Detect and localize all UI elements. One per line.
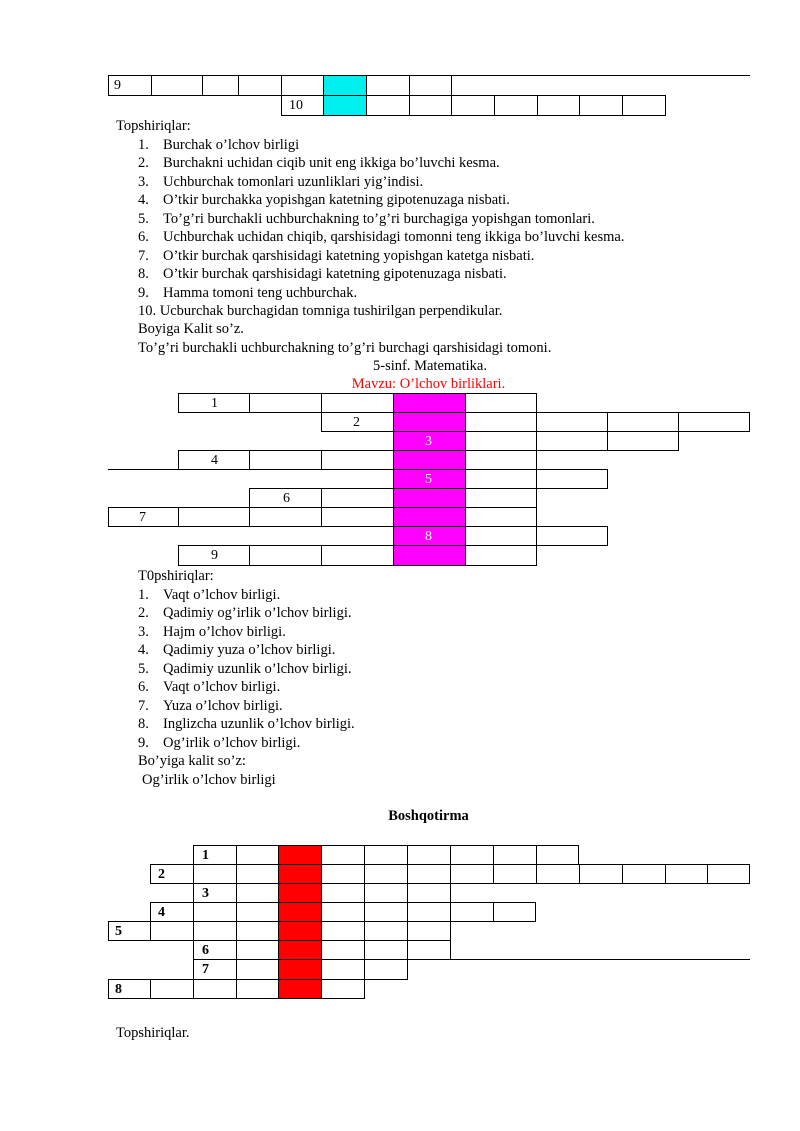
crossword-cell bbox=[150, 979, 194, 999]
crossword-cell bbox=[108, 75, 152, 96]
crossword-cell bbox=[536, 864, 580, 884]
clue-number: 3 bbox=[202, 886, 209, 901]
crossword-key-cell bbox=[323, 95, 367, 116]
crossword-cell bbox=[150, 864, 194, 884]
crossword-cell bbox=[451, 95, 495, 116]
crossword-cell bbox=[249, 545, 322, 566]
key-label: Boyiga Kalit so’z. bbox=[138, 321, 244, 337]
key-text: To’g’ri burchakli uchburchakning to’g’ri burchagi qarshisidagi tomoni. bbox=[138, 340, 552, 356]
crossword-cell bbox=[236, 845, 279, 865]
crossword-key-cell bbox=[278, 979, 322, 999]
crossword-cell bbox=[236, 883, 279, 903]
key-text: Og’irlik o’lchov birligi bbox=[142, 772, 276, 788]
crossword-cell bbox=[150, 921, 194, 941]
crossword-cell bbox=[281, 75, 324, 96]
crossword-cell bbox=[150, 902, 194, 922]
clue-number: 1 bbox=[202, 848, 209, 863]
puzzle-title: Boshqotirma bbox=[388, 808, 469, 824]
crossword-cell bbox=[321, 393, 394, 413]
crossword-cell bbox=[579, 864, 623, 884]
crossword-cell bbox=[493, 845, 537, 865]
crossword-cell bbox=[249, 393, 322, 413]
clue-number: 9 bbox=[114, 78, 121, 93]
crossword-cell bbox=[465, 412, 537, 432]
crossword-cell bbox=[364, 921, 408, 941]
crossword-cell bbox=[321, 959, 365, 980]
crossword-cell bbox=[193, 845, 237, 865]
crossword-cell bbox=[321, 979, 365, 999]
crossword-cell bbox=[622, 95, 666, 116]
grade-title: 5-sinf. Matematika. bbox=[373, 358, 487, 374]
crossword-cell bbox=[321, 488, 394, 508]
crossword-cell bbox=[193, 940, 237, 960]
crossword-cell bbox=[364, 845, 408, 865]
crossword-cell bbox=[321, 507, 394, 527]
crossword-cell bbox=[465, 450, 537, 470]
crossword-cell bbox=[607, 412, 679, 432]
crossword-cell bbox=[622, 864, 666, 884]
crossword-cell bbox=[407, 845, 451, 865]
clue-number: 1 bbox=[211, 396, 218, 411]
clue-number: 5 bbox=[115, 924, 122, 939]
crossword-key-cell bbox=[278, 959, 322, 980]
crossword-cell bbox=[407, 883, 451, 903]
crossword-cell bbox=[465, 431, 537, 451]
crossword-key-cell bbox=[393, 469, 466, 489]
crossword-cell bbox=[493, 902, 536, 922]
crossword-cell bbox=[579, 95, 623, 116]
crossword-key-cell bbox=[393, 526, 466, 546]
crossword-cell bbox=[366, 95, 410, 116]
crossword-cell bbox=[236, 864, 279, 884]
crossword-cell bbox=[178, 450, 250, 470]
crossword-cell bbox=[321, 883, 365, 903]
crossword-key-cell bbox=[278, 845, 322, 865]
crossword-cell bbox=[707, 864, 750, 884]
crossword-cell bbox=[178, 545, 250, 566]
clue-number: 6 bbox=[202, 943, 209, 958]
crossword-key-cell bbox=[393, 545, 466, 566]
tasks-heading: Topshiriqlar. bbox=[116, 1025, 190, 1041]
crossword-key-cell bbox=[323, 75, 367, 96]
crossword-cell bbox=[407, 921, 451, 941]
crossword-cell bbox=[364, 959, 408, 980]
crossword-cell bbox=[465, 393, 537, 413]
crossword-cell bbox=[321, 902, 365, 922]
crossword-cell bbox=[249, 488, 322, 508]
crossword-cell bbox=[450, 864, 494, 884]
crossword-cell bbox=[236, 959, 279, 980]
clue-number: 8 bbox=[115, 982, 122, 997]
crossword-cell bbox=[364, 864, 408, 884]
clue-number: 2 bbox=[158, 867, 165, 882]
crossword-cell bbox=[407, 902, 451, 922]
clue-number: 10 bbox=[289, 98, 303, 113]
crossword-cell bbox=[493, 864, 537, 884]
crossword-cell bbox=[238, 75, 282, 96]
crossword-cell bbox=[178, 393, 250, 413]
clue-number: 7 bbox=[139, 510, 146, 525]
crossword-cell bbox=[193, 921, 237, 941]
crossword-cell bbox=[465, 526, 537, 546]
crossword-cell bbox=[409, 75, 452, 96]
crossword-cell bbox=[665, 864, 708, 884]
crossword-cell bbox=[409, 95, 452, 116]
crossword-key-cell bbox=[278, 921, 322, 941]
crossword-cell bbox=[364, 902, 408, 922]
divider bbox=[108, 469, 393, 470]
clue-number: 9 bbox=[211, 548, 218, 563]
crossword-key-cell bbox=[393, 431, 466, 451]
crossword-cell bbox=[151, 75, 203, 96]
clue-number: 7 bbox=[202, 962, 209, 977]
crossword-key-cell bbox=[278, 940, 322, 960]
crossword-cell bbox=[202, 75, 239, 96]
crossword-cell bbox=[536, 845, 579, 865]
crossword-cell bbox=[108, 507, 179, 527]
crossword-cell bbox=[236, 940, 279, 960]
crossword-cell bbox=[236, 921, 279, 941]
crossword-cell bbox=[407, 864, 451, 884]
key-label: Bo’yiga kalit so’z: bbox=[138, 753, 246, 769]
crossword-cell bbox=[536, 469, 608, 489]
crossword-cell bbox=[321, 940, 365, 960]
crossword-key-cell bbox=[393, 393, 466, 413]
crossword-key-cell bbox=[393, 412, 466, 432]
crossword-cell bbox=[249, 507, 322, 527]
crossword-cell bbox=[536, 431, 608, 451]
crossword-cell bbox=[407, 940, 451, 960]
clue-number: 4 bbox=[211, 453, 218, 468]
crossword-cell bbox=[249, 450, 322, 470]
crossword-cell bbox=[465, 488, 537, 508]
crossword-cell bbox=[494, 95, 538, 116]
crossword-cell bbox=[321, 921, 365, 941]
crossword-cell bbox=[465, 469, 537, 489]
crossword-cell bbox=[537, 95, 580, 116]
clue-number: 6 bbox=[283, 491, 290, 506]
crossword-cell bbox=[536, 526, 608, 546]
divider bbox=[108, 526, 393, 527]
crossword-cell bbox=[236, 979, 279, 999]
crossword-key-cell bbox=[278, 883, 322, 903]
crossword-cell bbox=[281, 95, 324, 116]
crossword-cell bbox=[465, 507, 537, 527]
crossword-key-cell bbox=[393, 488, 466, 508]
crossword-cell bbox=[364, 940, 408, 960]
crossword-cell bbox=[450, 845, 494, 865]
crossword-key-cell bbox=[278, 902, 322, 922]
crossword-cell bbox=[321, 412, 394, 432]
crossword-cell bbox=[321, 450, 394, 470]
divider bbox=[450, 959, 750, 960]
crossword-cell bbox=[193, 979, 237, 999]
divider bbox=[451, 75, 750, 76]
topic-title: Mavzu: O’lchov birliklari. bbox=[351, 376, 506, 392]
crossword-cell bbox=[193, 883, 237, 903]
crossword-cell bbox=[321, 845, 365, 865]
crossword-cell bbox=[178, 507, 250, 527]
tasks-heading: T0pshiriqlar: bbox=[138, 568, 214, 584]
tasks-heading: Topshiriqlar: bbox=[116, 118, 191, 134]
crossword-cell bbox=[108, 979, 151, 999]
clue-number: 8 bbox=[425, 529, 432, 544]
clue-number: 2 bbox=[353, 415, 360, 430]
crossword-cell bbox=[193, 864, 237, 884]
crossword-cell bbox=[193, 959, 237, 980]
crossword-cell bbox=[536, 412, 608, 432]
crossword-cell bbox=[607, 431, 679, 451]
crossword-cell bbox=[450, 902, 494, 922]
crossword-key-cell bbox=[393, 507, 466, 527]
crossword-cell bbox=[321, 545, 394, 566]
crossword-key-cell bbox=[393, 450, 466, 470]
crossword-key-cell bbox=[278, 864, 322, 884]
crossword-cell bbox=[108, 921, 151, 941]
clue-number: 5 bbox=[425, 472, 432, 487]
crossword-cell bbox=[193, 902, 237, 922]
crossword-cell bbox=[678, 412, 750, 432]
crossword-cell bbox=[465, 545, 537, 566]
crossword-cell bbox=[364, 883, 408, 903]
clue-number: 4 bbox=[158, 905, 165, 920]
crossword-cell bbox=[366, 75, 410, 96]
clue-number: 3 bbox=[425, 434, 432, 449]
crossword-cell bbox=[236, 902, 279, 922]
crossword-cell bbox=[321, 864, 365, 884]
